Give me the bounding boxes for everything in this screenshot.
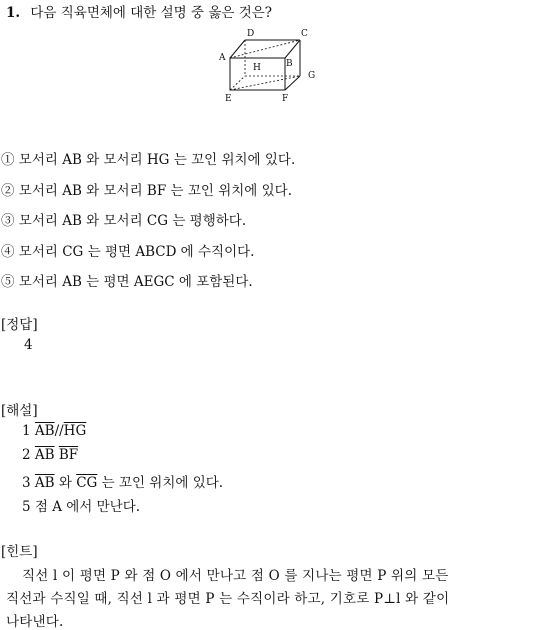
question-text: 다음 직육면체에 대한 설명 중 옳은 것은? (30, 5, 273, 21)
hint-line-1: 직선 l 이 평면 P 와 점 O 에서 만나고 점 O 를 지나는 평면 P 위의 모든 (22, 568, 449, 584)
choice-3[interactable]: ③ 모서리 AB 와 모서리 CG 는 평행하다. (1, 213, 247, 229)
question-number: 1. (6, 5, 21, 21)
vertex-h-label: H (253, 63, 261, 73)
explanation-line-3 (22, 471, 223, 491)
separator: 와 (54, 475, 77, 491)
explanation-line-num: 3 (22, 475, 31, 491)
diagonal-ac (230, 40, 300, 58)
edge-bc (285, 40, 300, 58)
explanation-label: [해설] (1, 403, 38, 419)
segment-ab: $\overline{AB}$ (34, 423, 55, 439)
choice-2[interactable]: ② 모서리 AB 와 모서리 BF 는 꼬인 위치에 있다. (1, 183, 292, 199)
vertex-e-label: E (225, 94, 232, 104)
explanation-tail: 는 꼬인 위치에 있다. (97, 475, 224, 491)
hint-label: [힌트] (1, 544, 38, 560)
answer-label: [정답] (1, 317, 38, 333)
question-header (6, 1, 272, 21)
explanation-line-num: 2 (22, 447, 31, 463)
hint-line-2: 직선과 수직일 때, 직선 l 과 평면 P 는 수직이라 하고, 기호로 P⊥l 와 같이 (6, 591, 450, 607)
segment-ab: $\overline{AB}$ (34, 475, 55, 491)
vertex-g-label: G (308, 71, 316, 81)
cuboid-figure (214, 26, 324, 106)
explanation-line-2 (22, 447, 78, 463)
parallel-symbol: // (54, 423, 64, 439)
explanation-line-num: 1 (22, 423, 31, 439)
segment-hg: $\overline{HG}$ (63, 423, 87, 439)
explanation-line-4: 5 점 A 에서 만난다. (22, 499, 141, 515)
segment-ab: $\overline{AB}$ (34, 447, 55, 463)
segment-cg: $\overline{CG}$ (76, 475, 98, 491)
diagonal-eg (230, 76, 300, 90)
answer-value: 4 (24, 337, 33, 353)
segment-bf: $\overline{BF}$ (58, 447, 79, 463)
vertex-b-label: B (286, 59, 293, 69)
choice-4[interactable]: ④ 모서리 CG 는 평면 ABCD 에 수직이다. (1, 244, 255, 260)
edge-ad (230, 40, 245, 58)
vertex-d-label: D (247, 29, 255, 39)
vertex-a-label: A (219, 53, 226, 63)
hint-line-3: 나타낸다. (6, 614, 64, 630)
choice-5[interactable]: ⑤ 모서리 AB 는 평면 AEGC 에 포함된다. (1, 274, 253, 290)
edge-eh (230, 76, 245, 90)
vertex-c-label: C (301, 29, 308, 39)
vertex-f-label: F (282, 94, 289, 104)
edge-fg (285, 76, 300, 90)
explanation-line-1 (22, 423, 86, 439)
choice-1[interactable]: ① 모서리 AB 와 모서리 HG 는 꼬인 위치에 있다. (1, 152, 296, 168)
